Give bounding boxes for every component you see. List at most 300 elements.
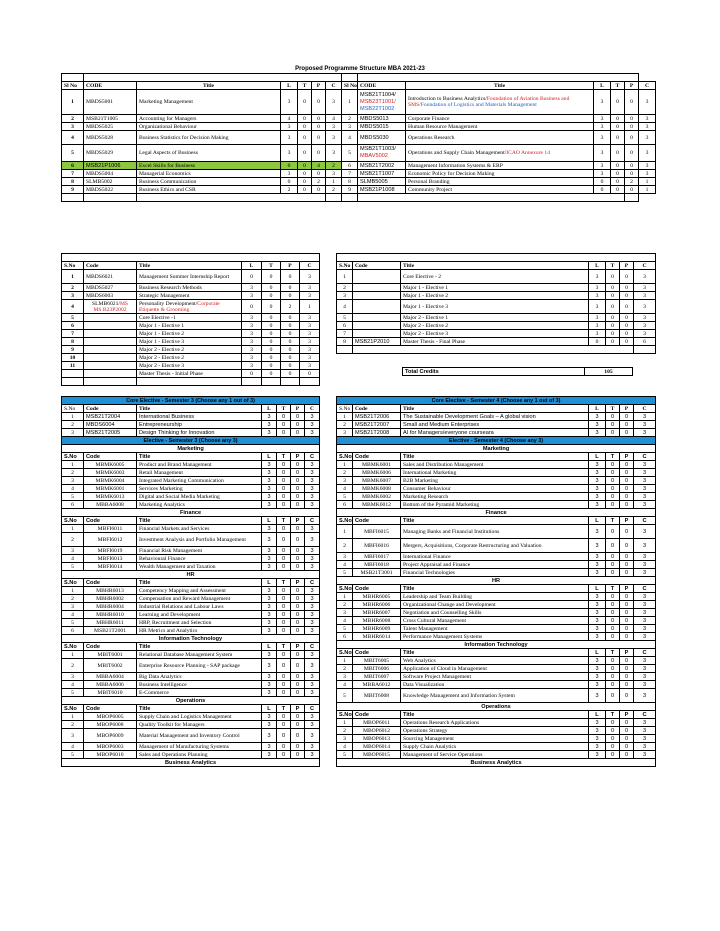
column-header: P: [291, 405, 305, 413]
table-cell: 3: [262, 477, 277, 485]
column-header: T: [606, 585, 620, 593]
table-cell: 2: [62, 533, 84, 547]
table-cell: MBBA6004: [84, 673, 137, 681]
table-cell: 8: [62, 338, 84, 346]
course-title: Data Visualization: [401, 681, 589, 689]
table-cell: 0: [606, 681, 620, 689]
column-header-row: [337, 585, 656, 593]
table-cell: 0: [277, 743, 291, 751]
table-cell: 3: [262, 429, 277, 437]
group-header-row: [337, 445, 656, 453]
table-cell: 0: [281, 362, 300, 370]
table-cell: [84, 346, 137, 354]
table-cell: 0: [277, 713, 291, 721]
column-header: C: [639, 82, 656, 90]
elective-row: [337, 469, 656, 477]
table-cell: 0: [606, 314, 620, 322]
table-cell: 0: [298, 115, 312, 123]
elective-row: [337, 553, 656, 561]
total-row: [62, 378, 320, 386]
table-cell: 0: [262, 330, 281, 338]
column-header: P: [620, 405, 634, 413]
table-cell: 0: [262, 354, 281, 362]
course-title: Relational Database Management System: [137, 651, 262, 659]
table-cell: 0: [298, 90, 312, 115]
table-cell: 0: [611, 178, 625, 186]
table-cell: 0: [606, 751, 620, 759]
table-cell: 2: [62, 115, 84, 123]
table-cell: 6: [337, 633, 353, 641]
table-cell: MBHR6007: [353, 609, 401, 617]
table-cell: 3: [305, 563, 320, 571]
semester-3-header: [62, 254, 320, 262]
column-header: Code: [353, 517, 401, 525]
table-cell: MBFI6011: [84, 525, 137, 533]
table-cell: 3: [589, 429, 606, 437]
table-cell: 7: [342, 170, 358, 178]
table-cell: 3: [634, 292, 656, 300]
table-cell: 1: [62, 525, 84, 533]
blank-cell: [62, 74, 84, 82]
table-cell: 3: [639, 145, 656, 162]
elective-row: [337, 625, 656, 633]
table-cell: 0: [606, 413, 620, 421]
table-cell: 3: [634, 477, 656, 485]
table-cell: 0: [606, 553, 620, 561]
semester-row: [62, 338, 320, 346]
course-title: Learning and Development: [137, 611, 262, 619]
group-header-row: [337, 509, 656, 517]
table-cell: MBIT6002: [84, 659, 137, 673]
table-cell: 0: [606, 625, 620, 633]
column-header: S.No: [62, 453, 84, 461]
course-title: Consumer Behaviour: [401, 485, 589, 493]
table-cell: 3: [589, 601, 606, 609]
table-cell: 3: [594, 90, 611, 115]
table-cell: 3: [262, 619, 277, 627]
table-cell: 0: [625, 123, 639, 131]
semester-row: [62, 186, 656, 194]
table-cell: 3: [262, 729, 277, 743]
table-cell: 3: [634, 593, 656, 601]
course-title: Management of Manufacturing Systems: [137, 743, 262, 751]
elective-row: [62, 651, 320, 659]
table-cell: 3: [594, 162, 611, 170]
document-title: Proposed Programme Structure MBA 2021-23: [295, 66, 425, 72]
table-cell: 5: [62, 619, 84, 627]
table-cell: 0: [620, 477, 634, 485]
column-header: T: [277, 405, 291, 413]
table-cell: 3: [589, 719, 606, 727]
table-cell: 1: [639, 178, 656, 186]
table-cell: 3: [305, 611, 320, 619]
column-header: Sl No: [342, 82, 358, 90]
table-cell: 0: [611, 123, 625, 131]
course-code: MSB21T1007: [358, 170, 406, 178]
course-title: Community Project: [406, 186, 594, 194]
table-cell: 0: [291, 743, 305, 751]
table-cell: 0: [277, 413, 291, 421]
table-cell: 3: [589, 284, 606, 292]
table-cell: 0: [611, 145, 625, 162]
table-cell: 0: [277, 681, 291, 689]
table-cell: MBHR6014: [353, 633, 401, 641]
semester-row: [337, 300, 656, 314]
table-cell: 0: [620, 665, 634, 673]
table-cell: 4: [312, 162, 326, 170]
table-cell: 0: [606, 338, 620, 346]
table-cell: 5: [62, 751, 84, 759]
elective-row: [337, 421, 656, 429]
table-cell: 0: [277, 485, 291, 493]
table-cell: MBHR6008: [353, 617, 401, 625]
table-cell: 3: [634, 429, 656, 437]
course-title: Core Elective -1: [137, 314, 242, 322]
table-cell: 3: [262, 421, 277, 429]
course-title: Operations Research: [406, 131, 594, 145]
table-cell: 0: [277, 429, 291, 437]
table-cell: 0: [606, 727, 620, 735]
table-cell: 0: [625, 170, 639, 178]
table-cell: 3: [281, 170, 298, 178]
course-title: International Marketing: [401, 469, 589, 477]
column-header: L: [242, 262, 262, 270]
column-header-row: [337, 405, 656, 413]
band-row: [62, 397, 320, 405]
table-cell: 0: [291, 721, 305, 729]
table-cell: 0: [611, 186, 625, 194]
table-cell: 3: [305, 689, 320, 697]
table-cell: 0: [620, 485, 634, 493]
table-cell: 2: [342, 115, 358, 123]
table-cell: 0: [277, 469, 291, 477]
table-cell: 0: [606, 601, 620, 609]
table-cell: 2: [62, 659, 84, 673]
table-cell: 3: [300, 270, 320, 284]
course-title: Major 1 - Elective 2: [137, 330, 242, 338]
table-cell: 3: [305, 743, 320, 751]
elective-row: [337, 525, 656, 539]
course-title: Major 1 - Elective 3: [401, 300, 589, 314]
table-cell: 0: [620, 300, 634, 314]
semester-row: [62, 123, 656, 131]
column-header: S.No: [337, 649, 353, 657]
table-cell: MBMK6001: [84, 485, 137, 493]
course-title: Major 1 - Elective 3: [137, 338, 242, 346]
elective-row: [337, 681, 656, 689]
table-cell: 3: [242, 354, 262, 362]
column-header: C: [634, 453, 656, 461]
column-header: S.No: [62, 405, 84, 413]
course-title: Financial Technologies: [401, 569, 589, 577]
group-header-row: [337, 703, 656, 711]
table-cell: MBFI6018: [353, 561, 401, 569]
table-cell: 3: [305, 429, 320, 437]
total-credits-table: [402, 367, 633, 376]
table-cell: 3: [634, 270, 656, 284]
elective-row: [337, 413, 656, 421]
table-cell: 3: [634, 617, 656, 625]
elective-row: [62, 477, 320, 485]
total-credits-value: 105: [585, 368, 633, 376]
table-cell: 0: [291, 603, 305, 611]
course-title: Organizational Behaviour: [137, 123, 281, 131]
course-code: MSB21T2002: [358, 162, 406, 170]
elective-row: [337, 593, 656, 601]
table-cell: 3: [326, 170, 342, 178]
table-cell: 3: [62, 603, 84, 611]
table-cell: MSB21T3001: [353, 569, 401, 577]
table-cell: 3: [326, 131, 342, 145]
table-cell: MBOP6012: [353, 727, 401, 735]
elective-row: [62, 493, 320, 501]
semester-row: [62, 346, 320, 354]
table-cell: 0: [298, 123, 312, 131]
table-cell: 1: [337, 657, 353, 665]
table-cell: [84, 370, 137, 378]
column-header: L: [589, 517, 606, 525]
table-cell: MBHR6005: [353, 593, 401, 601]
table-cell: 3: [589, 314, 606, 322]
table-cell: 0: [291, 595, 305, 603]
table-cell: 3: [305, 587, 320, 595]
course-code: MBDS5013: [358, 115, 406, 123]
elective-row: [337, 493, 656, 501]
table-cell: MBHR6004: [84, 603, 137, 611]
elective-row: [337, 751, 656, 759]
table-cell: 3: [589, 657, 606, 665]
table-cell: 0: [291, 681, 305, 689]
table-cell: 3: [589, 665, 606, 673]
elective-band: Elective - Semester 4 (Choose any 3): [337, 437, 656, 445]
table-cell: 0: [277, 751, 291, 759]
table-cell: 3: [262, 673, 277, 681]
course-title: Operations and Supply Chain Management/ICAO Annexure 14: [406, 145, 594, 162]
table-cell: [84, 354, 137, 362]
semester-row: [337, 314, 656, 322]
table-cell: 3: [305, 547, 320, 555]
elective-row: [337, 727, 656, 735]
table-cell: 0: [291, 429, 305, 437]
column-header: C: [305, 517, 320, 525]
course-title: Master Thesis - Initial Phase: [137, 370, 242, 378]
table-cell: 0: [277, 651, 291, 659]
column-header: P: [291, 705, 305, 713]
table-cell: 0: [620, 617, 634, 625]
table-cell: 3: [305, 485, 320, 493]
table-cell: MBBA6006: [84, 681, 137, 689]
table-cell: 0: [620, 657, 634, 665]
course-title: Major 2 - Elective 2: [137, 354, 242, 362]
column-header: L: [594, 82, 611, 90]
course-title: Business Statistics for Decision Making: [137, 131, 281, 145]
column-header: Code: [84, 453, 137, 461]
table-cell: [84, 338, 137, 346]
semester-row: [62, 322, 320, 330]
table-cell: 3: [634, 284, 656, 292]
table-cell: 3: [634, 727, 656, 735]
column-header: P: [620, 711, 634, 719]
table-cell: 1: [62, 270, 84, 284]
semester-row: [62, 370, 320, 378]
column-header: Title: [401, 585, 589, 593]
column-header: Code: [84, 405, 137, 413]
table-cell: 0: [606, 284, 620, 292]
table-cell: 0: [606, 609, 620, 617]
table-cell: 0: [606, 719, 620, 727]
blank-cell: [262, 378, 281, 386]
table-cell: MBMK6013: [84, 493, 137, 501]
elective-row: [62, 627, 320, 635]
column-header: T: [606, 453, 620, 461]
table-cell: 3: [262, 493, 277, 501]
table-cell: 0: [620, 461, 634, 469]
table-cell: 0: [277, 673, 291, 681]
column-header: Code: [84, 705, 137, 713]
table-cell: 0: [606, 673, 620, 681]
table-cell: 3: [62, 673, 84, 681]
band-row: [337, 437, 656, 445]
semester-row: [62, 314, 320, 322]
table-cell: 6: [337, 501, 353, 509]
column-header: CODE: [84, 82, 137, 90]
table-cell: 0: [606, 501, 620, 509]
column-header: C: [305, 643, 320, 651]
group-heading: Information Technology: [62, 635, 320, 643]
table-cell: 0: [606, 743, 620, 751]
column-header: C: [634, 262, 656, 270]
table-cell: 3: [305, 651, 320, 659]
table-cell: 6: [62, 627, 84, 635]
table-cell: 4: [62, 555, 84, 563]
table-cell: MBIT6006: [353, 665, 401, 673]
column-header: Title: [137, 579, 262, 587]
table-cell: 0: [620, 673, 634, 681]
table-cell: 3: [300, 322, 320, 330]
elective-row: [62, 611, 320, 619]
course-title: Corporate Finance: [406, 115, 594, 123]
table-cell: 0: [277, 525, 291, 533]
elective-row: [337, 657, 656, 665]
table-cell: 3: [634, 421, 656, 429]
column-header-row: [62, 262, 320, 270]
table-cell: 0: [620, 735, 634, 743]
table-cell: 0: [620, 469, 634, 477]
course-title: Major 1 - Elective 1: [137, 322, 242, 330]
table-cell: 3: [262, 533, 277, 547]
table-cell: 0: [620, 593, 634, 601]
column-header: Code: [84, 643, 137, 651]
table-cell: 3: [639, 115, 656, 123]
column-header: P: [620, 453, 634, 461]
table-cell: [353, 322, 401, 330]
table-cell: 8: [342, 178, 358, 186]
semester-row: [62, 90, 656, 115]
group-header-row: [337, 577, 656, 585]
table-cell: MBDS5027: [84, 284, 137, 292]
table-cell: MSB21T2005: [84, 429, 137, 437]
course-title: Performance Management Systems: [401, 633, 589, 641]
semester-row: [62, 284, 320, 292]
table-cell: 1: [337, 525, 353, 539]
table-cell: 3: [589, 477, 606, 485]
column-header: C: [634, 711, 656, 719]
table-cell: 3: [242, 284, 262, 292]
table-cell: 0: [291, 627, 305, 635]
table-cell: 0: [281, 292, 300, 300]
course-title: Organizational Change and Development: [401, 601, 589, 609]
column-header: Title: [137, 82, 281, 90]
course-title: Behavioural Finance: [137, 555, 262, 563]
column-header: S.No: [337, 585, 353, 593]
course-title: Integrated Marketing Communication: [137, 477, 262, 485]
semester-row: [62, 131, 656, 145]
table-cell: 2: [326, 162, 342, 170]
table-cell: MBFI6012: [84, 533, 137, 547]
table-cell: 6: [62, 322, 84, 330]
column-header-row: [62, 579, 320, 587]
table-cell: 0: [620, 421, 634, 429]
table-cell: 0: [606, 569, 620, 577]
table-cell: 8: [337, 338, 353, 346]
table-cell: 3: [62, 477, 84, 485]
table-cell: 0: [291, 659, 305, 673]
table-cell: 4: [62, 485, 84, 493]
course-title: Compensation and Reward Management: [137, 595, 262, 603]
column-header: S.No: [337, 405, 353, 413]
semester-3-total-value: [300, 378, 320, 386]
table-cell: 0: [606, 561, 620, 569]
table-cell: 3: [634, 553, 656, 561]
table-cell: 3: [300, 362, 320, 370]
table-cell: 3: [589, 593, 606, 601]
core-elective-band: Core Elective - Semester 3 (Choose any 1 out of 3): [62, 397, 320, 405]
table-cell: 3: [634, 673, 656, 681]
table-cell: 0: [291, 619, 305, 627]
electives-right-table: [336, 396, 656, 767]
table-cell: 3: [589, 292, 606, 300]
table-cell: [62, 370, 84, 378]
table-cell: 3: [634, 689, 656, 703]
table-cell: 3: [634, 751, 656, 759]
table-cell: 3: [589, 609, 606, 617]
table-cell: 3: [300, 330, 320, 338]
table-cell: 0: [620, 625, 634, 633]
course-title: Supply Chain Analytics: [401, 743, 589, 751]
semester-3-table: [61, 253, 320, 386]
elective-row: [62, 729, 320, 743]
table-cell: 4: [337, 681, 353, 689]
table-cell: 0: [277, 477, 291, 485]
course-title: Small and Medium Enterprises: [401, 421, 589, 429]
course-title: Software Project Management: [401, 673, 589, 681]
table-cell: 0: [281, 338, 300, 346]
table-cell: 0: [277, 721, 291, 729]
table-cell: 3: [594, 123, 611, 131]
table-cell: 3: [342, 123, 358, 131]
course-title: The Sustainable Development Goals – A global vision: [401, 413, 589, 421]
table-cell: 3: [589, 493, 606, 501]
table-cell: 3: [305, 673, 320, 681]
semester-2-total-value: [625, 194, 639, 202]
table-cell: 5: [337, 314, 353, 322]
table-cell: 0: [620, 338, 634, 346]
semester-1-total-label: [137, 194, 326, 202]
column-header-row: [337, 517, 656, 525]
column-header: Code: [84, 262, 137, 270]
column-header: Title: [401, 262, 589, 270]
table-cell: 3: [589, 525, 606, 539]
